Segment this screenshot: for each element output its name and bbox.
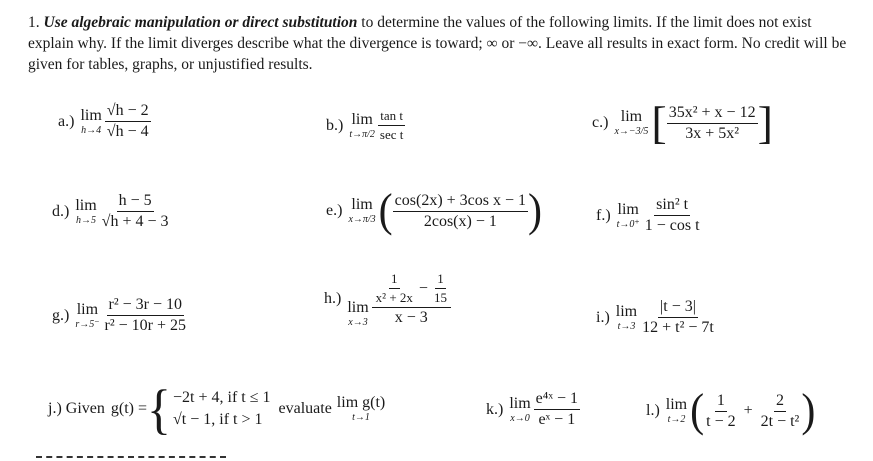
item-e-fraction	[393, 192, 528, 231]
lim-sub: x→0	[510, 412, 530, 424]
numerator: h − 5	[117, 192, 154, 212]
inner-denominator: x² + 2x	[375, 290, 413, 305]
problem-number: 1.	[28, 14, 40, 31]
numerator: cos(2x) + 3cos x − 1	[393, 192, 528, 212]
numerator: r² − 3r − 10	[107, 296, 185, 316]
item-j	[48, 378, 388, 440]
case-2: √t − 1, if t > 1	[173, 411, 263, 428]
item-e-label: e.)	[326, 202, 343, 219]
item-i-label: i.)	[596, 308, 610, 326]
item-g-fraction	[103, 296, 189, 335]
lim-sub: h→5	[76, 214, 96, 226]
item-l-fraction-1	[704, 392, 737, 431]
item-b	[326, 108, 405, 143]
numerator: 2	[774, 392, 786, 412]
denominator: x − 3	[394, 309, 428, 326]
item-h	[324, 270, 451, 328]
inner-fraction-2	[432, 271, 449, 306]
item-h-label: h.)	[324, 290, 342, 307]
item-k-limit	[509, 396, 530, 424]
item-f-label: f.)	[596, 206, 611, 224]
lim-sub: t→2	[667, 414, 686, 425]
item-j-limit	[337, 395, 385, 423]
item-c-fraction	[667, 104, 758, 143]
page-cut-divider	[36, 456, 226, 458]
lim-word: lim	[615, 302, 638, 320]
numerator: 35x² + x − 12	[667, 104, 758, 124]
lim-sub: x→3	[348, 317, 368, 328]
lim-word: lim	[80, 106, 102, 124]
lim-sub: r→5⁻	[75, 318, 100, 330]
item-g-limit	[75, 302, 99, 330]
item-g-label: g.)	[52, 306, 70, 324]
item-d-limit	[75, 198, 96, 226]
lim-sub: t→1	[352, 412, 370, 423]
left-brace: {	[147, 378, 171, 440]
denominator: 1 − cos t	[644, 217, 700, 234]
lim-word: lim	[76, 300, 99, 318]
numerator	[372, 271, 451, 308]
item-c-label: c.)	[592, 114, 609, 131]
item-a-label: a.)	[58, 112, 75, 130]
item-f-limit	[617, 202, 640, 230]
item-d-fraction	[100, 192, 171, 231]
denominator: √h − 4	[106, 123, 149, 140]
inner-denominator: 15	[433, 290, 447, 305]
numerator: sin² t	[654, 196, 690, 216]
item-k-label: k.)	[486, 400, 504, 418]
plus-sign: +	[743, 402, 753, 419]
item-a-fraction	[105, 102, 151, 141]
left-bracket: [	[651, 97, 667, 148]
lim-word: lim g(t)	[336, 394, 386, 411]
item-j-cases	[173, 387, 271, 431]
item-j-func: g(t) =	[110, 400, 147, 417]
lim-word: lim	[347, 299, 369, 316]
lim-sub: x→−3/5	[614, 126, 649, 137]
numerator: 1	[715, 392, 727, 412]
case-1: −2t + 4, if t ≤ 1	[173, 389, 271, 406]
left-paren: (	[690, 385, 705, 437]
item-l-label: l.)	[646, 402, 660, 419]
item-e	[326, 185, 543, 237]
lim-sub: h→4	[81, 124, 102, 136]
problem-instructions	[28, 12, 858, 75]
item-l-fraction-2	[759, 392, 802, 431]
denominator: 3x + 5x²	[685, 124, 740, 142]
item-i-fraction	[640, 298, 716, 337]
denominator: eˣ − 1	[538, 411, 576, 428]
numerator: |t − 3|	[658, 298, 698, 318]
denominator: 12 + t² − 7t	[642, 319, 714, 336]
item-h-limit	[347, 300, 368, 328]
item-b-limit	[349, 112, 375, 140]
item-d	[52, 192, 171, 231]
lim-word: lim	[620, 108, 643, 125]
item-l	[646, 385, 816, 437]
problem-text: to determine the values of the following limits. If the limit does not exist explain why. If the limit diverges describe what the divergence is toward; ∞ or −∞. Leave all results in exact form. No credit will be given for tables, graphs, or unjustified results.	[28, 14, 847, 73]
numerator: e⁴ˣ − 1	[534, 390, 580, 410]
lim-word: lim	[617, 200, 639, 218]
right-paren: )	[528, 185, 543, 237]
item-d-label: d.)	[52, 202, 70, 220]
right-paren: )	[801, 385, 816, 437]
item-e-limit	[348, 197, 375, 225]
item-a	[58, 102, 151, 141]
item-k	[486, 390, 580, 429]
item-a-limit	[80, 108, 101, 136]
denominator: sec t	[379, 127, 404, 142]
item-g	[52, 296, 188, 335]
inner-numerator: 1	[435, 271, 446, 289]
denominator: √h + 4 − 3	[101, 213, 169, 230]
item-b-label: b.)	[326, 116, 344, 134]
numerator: √h − 2	[105, 102, 151, 122]
denominator: t − 2	[706, 412, 736, 430]
item-i-limit	[616, 304, 637, 332]
item-l-limit	[666, 397, 687, 425]
lim-sub: t→π/2	[349, 128, 375, 140]
lim-word: lim	[509, 394, 531, 412]
left-paren: (	[378, 185, 393, 237]
numerator: tan t	[378, 108, 405, 126]
item-f	[596, 196, 702, 235]
lim-word: lim	[665, 396, 688, 413]
lim-word: lim	[351, 110, 373, 128]
lim-sub: t→0⁺	[616, 218, 640, 230]
evaluate-word: evaluate	[278, 400, 332, 417]
item-f-fraction	[643, 196, 702, 235]
item-c	[592, 97, 773, 148]
lim-sub: x→π/3	[348, 214, 376, 225]
lim-word: lim	[75, 196, 97, 214]
item-k-fraction	[534, 390, 580, 429]
right-bracket: ]	[757, 97, 773, 148]
denominator: r² − 10r + 25	[104, 317, 186, 334]
inner-fraction-1	[374, 271, 415, 306]
item-b-fraction	[378, 108, 405, 143]
minus-sign: −	[418, 279, 428, 297]
item-h-fraction	[372, 271, 451, 327]
problem-lead: Use algebraic manipulation or direct substitution	[43, 14, 358, 31]
denominator: 2t − t²	[760, 412, 800, 430]
item-c-limit	[614, 109, 648, 137]
item-j-label: j.) Given	[48, 400, 105, 417]
denominator: 2cos(x) − 1	[423, 212, 497, 230]
inner-numerator: 1	[389, 271, 400, 289]
item-i	[596, 298, 716, 337]
lim-sub: t→3	[617, 320, 636, 332]
lim-word: lim	[351, 196, 373, 213]
